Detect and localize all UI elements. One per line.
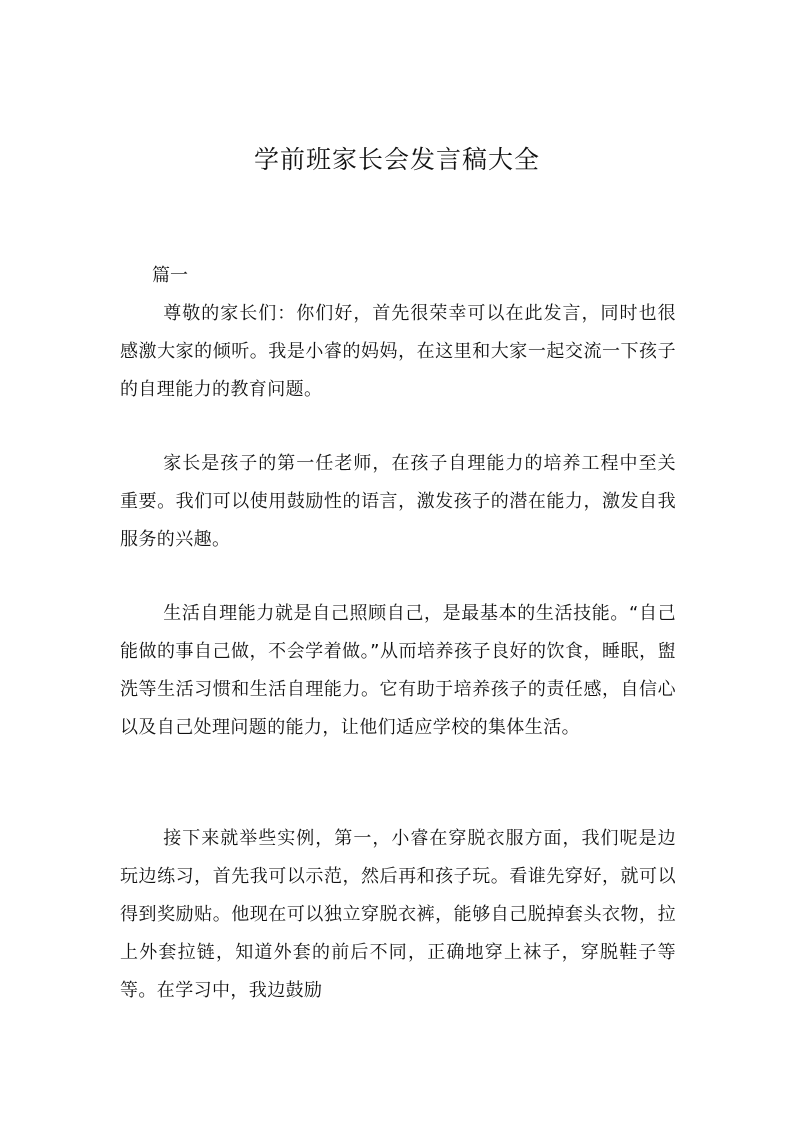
paragraph-1: 尊敬的家长们：你们好，首先很荣幸可以在此发言，同时也很感激大家的倾听。我是小睿的妈妈，在这里和大家一起交流一下孩子的自理能力的教育问题。	[120, 303, 676, 400]
paragraph-3: 生活自理能力就是自己照顾自己，是最基本的生活技能。“自己能做的事自己做，不会学着做。”从而培养孩子良好的饮食，睡眠，盥洗等生活习惯和生活自理能力。它有助于培养孩子的责任感，自信心以及自己处理问题的能力，让他们适应学校的集体生活。	[120, 603, 676, 738]
section-heading: 篇一	[152, 265, 188, 286]
document-title: 学前班家长会发言稿大全	[253, 145, 540, 174]
paragraph-2: 家长是孩子的第一任老师，在孩子自理能力的培养工程中至关重要。我们可以使用鼓励性的语言，激发孩子的潜在能力，激发自我服务的兴趣。	[120, 453, 676, 550]
paragraph-4: 接下来就举些实例，第一，小睿在穿脱衣服方面，我们呢是边玩边练习，首先我可以示范，然后再和孩子玩。看谁先穿好，就可以得到奖励贴。他现在可以独立穿脱衣裤，能够自己脱掉套头衣物，拉上外套拉链，知道外套的前后不同，正确地穿上袜子，穿脱鞋子等等。在学习中，我边鼓励	[120, 828, 676, 1001]
